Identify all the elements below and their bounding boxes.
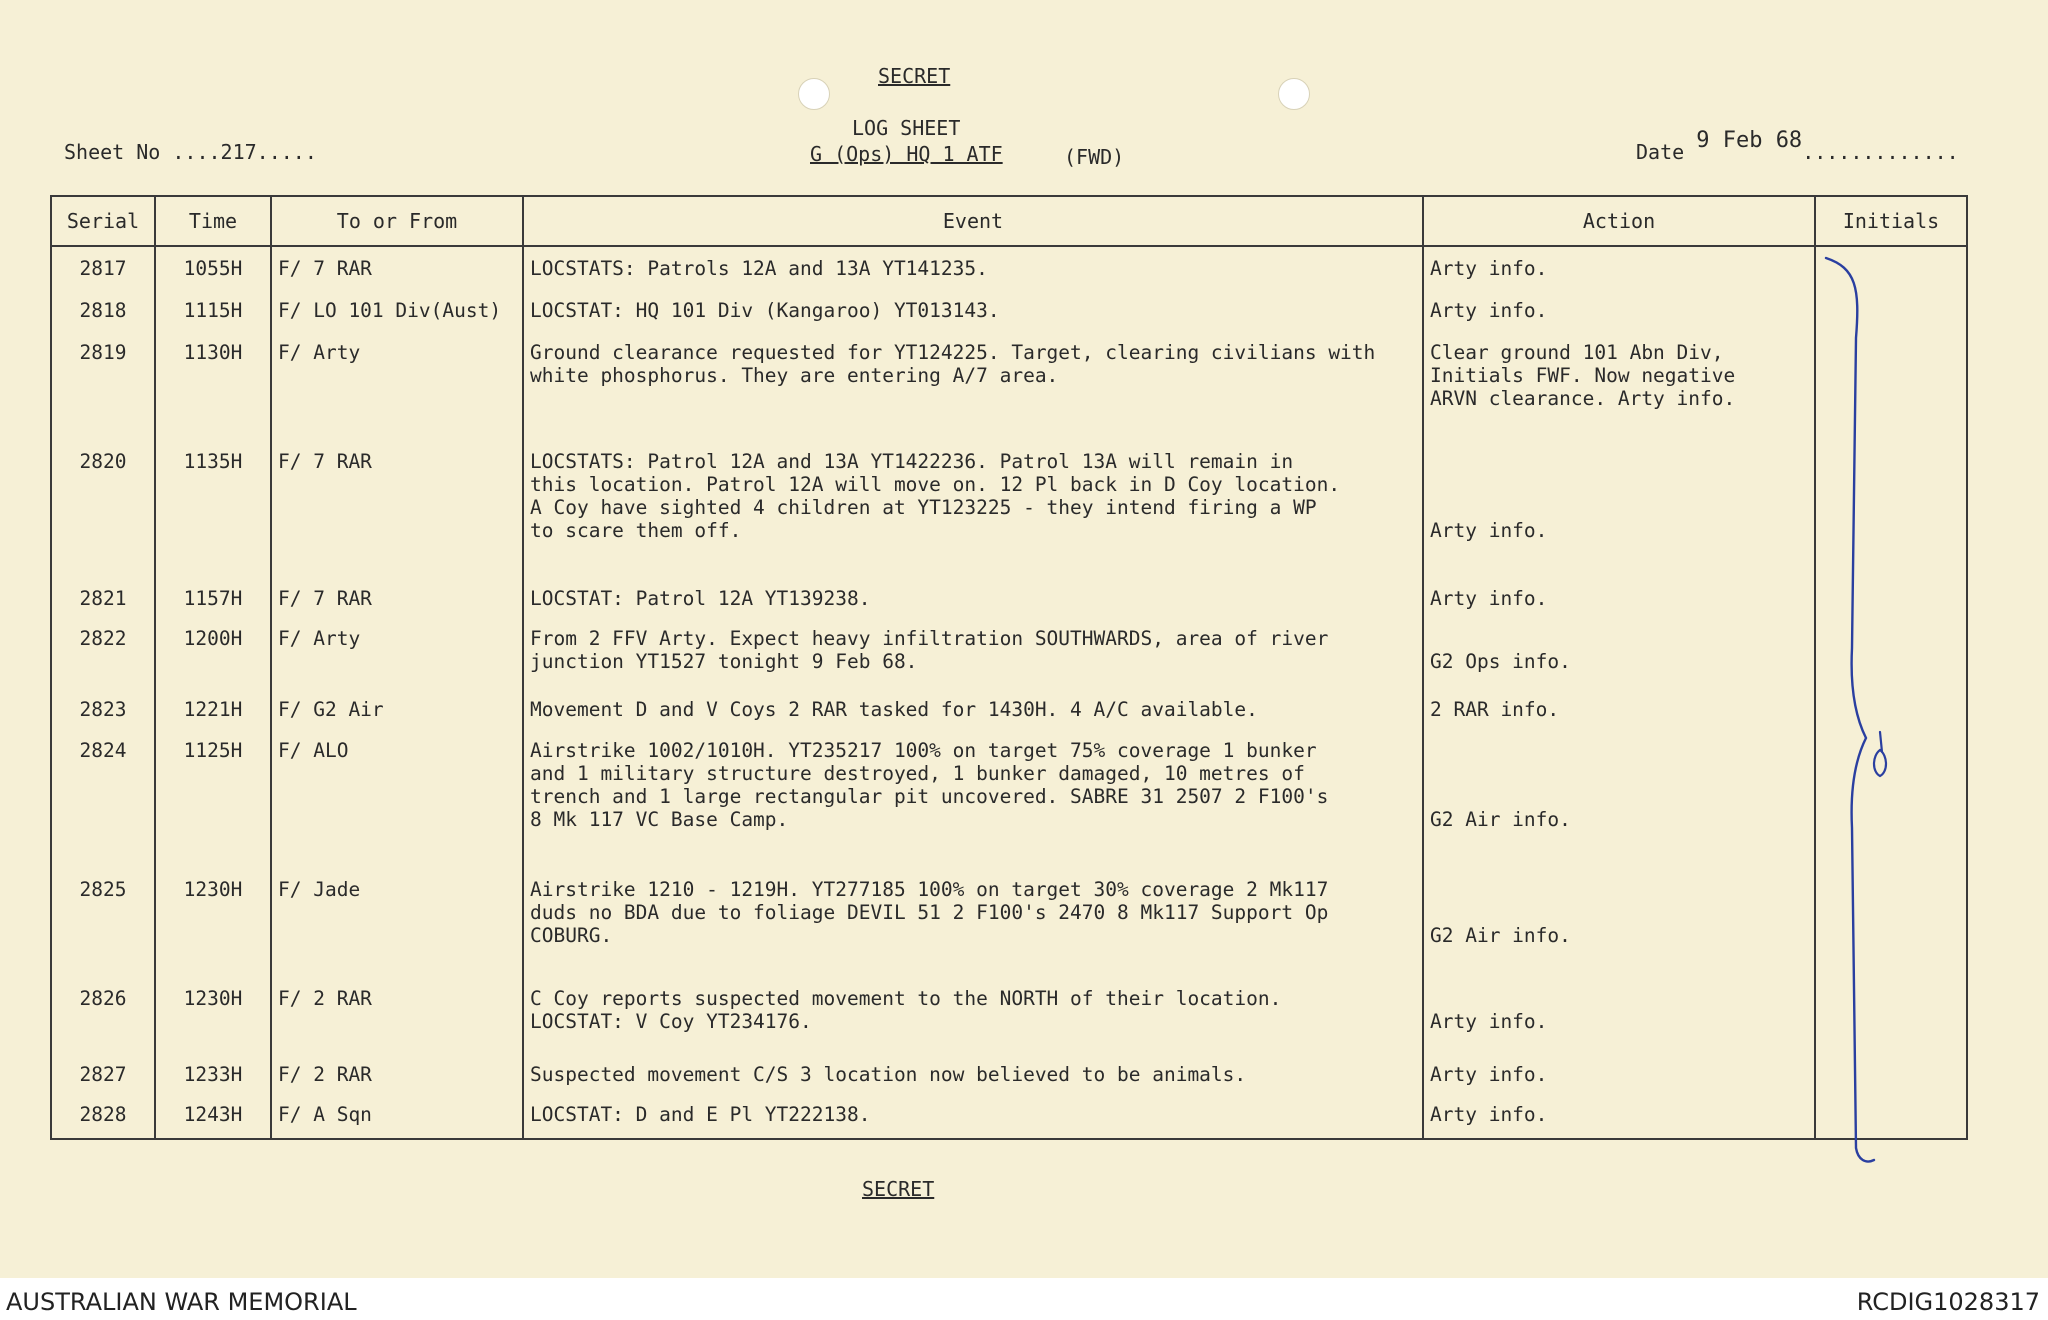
table-row <box>51 977 1967 1054</box>
cell-event: From 2 FFV Arty. Expect heavy infiltration SOUTHWARDS, area of river junction YT1527 tonight 9 Feb 68. <box>523 621 1423 693</box>
cell-serial: 2820 <box>51 440 155 581</box>
cell-time: 1230H <box>155 868 271 977</box>
cell-event: Ground clearance requested for YT124225. Target, clearing civilians with white phosphorus. They are entering A/7 area. <box>523 333 1423 439</box>
table-filler-row <box>51 1138 1967 1139</box>
col-header-to-or-from: To or From <box>271 196 523 246</box>
cell-event: LOCSTAT: Patrol 12A YT139238. <box>523 581 1423 621</box>
cell-time: 1243H <box>155 1097 271 1137</box>
cell-action: Arty info. <box>1423 440 1815 581</box>
table-row <box>51 333 1967 439</box>
cell-to-or-from: F/ G2 Air <box>271 692 523 732</box>
archive-name: AUSTRALIAN WAR MEMORIAL <box>6 1288 357 1316</box>
date-trail: ............. <box>1802 140 1959 164</box>
cell-serial: 2819 <box>51 333 155 439</box>
classification-bottom: SECRET <box>862 1177 935 1201</box>
classification-top: SECRET <box>878 64 951 88</box>
cell-to-or-from: F/ 2 RAR <box>271 977 523 1054</box>
cell-action: G2 Ops info. <box>1423 621 1815 693</box>
cell-action: Arty info. <box>1423 977 1815 1054</box>
cell-serial: 2821 <box>51 581 155 621</box>
cell-to-or-from: F/ LO 101 Div(Aust) <box>271 293 523 333</box>
table-header-row <box>51 196 1967 246</box>
empty-cell <box>271 1138 523 1139</box>
table-row <box>51 868 1967 977</box>
cell-event: Airstrike 1210 - 1219H. YT277185 100% on target 30% coverage 2 Mk117 duds no BDA due to foliage DEVIL 51 2 F100's 2470 8 Mk117 Support Op COBURG. <box>523 868 1423 977</box>
cell-to-or-from: F/ 7 RAR <box>271 581 523 621</box>
log-body <box>51 246 1967 1139</box>
cell-to-or-from: F/ A Sqn <box>271 1097 523 1137</box>
empty-cell <box>1423 1138 1815 1139</box>
sheet-number: 217 <box>220 140 257 164</box>
archive-footer <box>0 1278 2048 1320</box>
cell-time: 1200H <box>155 621 271 693</box>
col-header-action: Action <box>1423 196 1815 246</box>
empty-cell <box>155 1138 271 1139</box>
cell-to-or-from: F/ Jade <box>271 868 523 977</box>
table-row <box>51 581 1967 621</box>
cell-time: 1230H <box>155 977 271 1054</box>
col-header-serial: Serial <box>51 196 155 246</box>
cell-serial: 2817 <box>51 246 155 293</box>
cell-serial: 2826 <box>51 977 155 1054</box>
sheet-trail: ..... <box>256 140 317 164</box>
cell-action: Arty info. <box>1423 1097 1815 1137</box>
table-row <box>51 440 1967 581</box>
col-header-event: Event <box>523 196 1423 246</box>
col-header-initials: Initials <box>1815 196 1967 246</box>
cell-action: Arty info. <box>1423 246 1815 293</box>
cell-time: 1125H <box>155 733 271 868</box>
cell-time: 1157H <box>155 581 271 621</box>
cell-action: Arty info. <box>1423 1055 1815 1098</box>
cell-action: G2 Air info. <box>1423 868 1815 977</box>
cell-time: 1221H <box>155 692 271 732</box>
table-row <box>51 293 1967 333</box>
cell-to-or-from: F/ Arty <box>271 333 523 439</box>
initials-bracket-icon <box>1816 248 1926 1168</box>
cell-event: LOCSTAT: HQ 101 Div (Kangaroo) YT013143. <box>523 293 1423 333</box>
sheet-number-line <box>64 140 317 164</box>
cell-action: 2 RAR info. <box>1423 692 1815 732</box>
table-row <box>51 1055 1967 1098</box>
cell-event: LOCSTAT: D and E Pl YT222138. <box>523 1097 1423 1137</box>
cell-to-or-from: F/ 7 RAR <box>271 440 523 581</box>
cell-serial: 2822 <box>51 621 155 693</box>
table-row <box>51 692 1967 732</box>
date-line <box>1636 128 1959 165</box>
cell-event: Suspected movement C/S 3 location now believed to be animals. <box>523 1055 1423 1098</box>
sheet-label: Sheet No .... <box>64 140 221 164</box>
table-row <box>51 1097 1967 1137</box>
cell-time: 1055H <box>155 246 271 293</box>
cell-event: Movement D and V Coys 2 RAR tasked for 1430H. 4 A/C available. <box>523 692 1423 732</box>
punch-hole-right <box>1278 78 1310 110</box>
col-header-time: Time <box>155 196 271 246</box>
cell-to-or-from: F/ ALO <box>271 733 523 868</box>
cell-to-or-from: F/ 2 RAR <box>271 1055 523 1098</box>
punch-hole-left <box>798 78 830 110</box>
cell-action: G2 Air info. <box>1423 733 1815 868</box>
cell-serial: 2818 <box>51 293 155 333</box>
cell-time: 1130H <box>155 333 271 439</box>
empty-cell <box>523 1138 1423 1139</box>
cell-event: Airstrike 1002/1010H. YT235217 100% on target 75% coverage 1 bunker and 1 military structure destroyed, 1 bunker damaged, 10 metres of trench and 1 large rectangular pit uncovered. SABRE 31 2507 2 F100's 8 Mk 117 VC Base Camp. <box>523 733 1423 868</box>
cell-serial: 2828 <box>51 1097 155 1137</box>
date-label: Date <box>1636 140 1685 164</box>
table-row <box>51 733 1967 868</box>
cell-event: C Coy reports suspected movement to the NORTH of their location. LOCSTAT: V Coy YT234176. <box>523 977 1423 1054</box>
log-title: LOG SHEET <box>852 116 961 140</box>
empty-cell <box>51 1138 155 1139</box>
table-row <box>51 246 1967 293</box>
archive-reference: RCDIG1028317 <box>1856 1288 2040 1316</box>
cell-time: 1233H <box>155 1055 271 1098</box>
date-value: 9 Feb 68 <box>1696 128 1803 153</box>
cell-action: Clear ground 101 Abn Div, Initials FWF. Now negative ARVN clearance. Arty info. <box>1423 333 1815 439</box>
cell-to-or-from: F/ Arty <box>271 621 523 693</box>
cell-event: LOCSTATS: Patrol 12A and 13A YT1422236. Patrol 13A will remain in this location. Patrol 12A will move on. 12 Pl back in D Coy location. A Coy have sighted 4 children at YT123225 - they intend firing a WP to scare them off. <box>523 440 1423 581</box>
cell-action: Arty info. <box>1423 581 1815 621</box>
cell-time: 1115H <box>155 293 271 333</box>
cell-action: Arty info. <box>1423 293 1815 333</box>
fwd-label: (FWD) <box>1064 145 1125 169</box>
unit-name: G (Ops) HQ 1 ATF <box>810 142 1003 166</box>
log-table <box>50 195 1968 1140</box>
cell-event: LOCSTATS: Patrols 12A and 13A YT141235. <box>523 246 1423 293</box>
cell-serial: 2823 <box>51 692 155 732</box>
table-row <box>51 621 1967 693</box>
cell-serial: 2827 <box>51 1055 155 1098</box>
cell-to-or-from: F/ 7 RAR <box>271 246 523 293</box>
cell-serial: 2824 <box>51 733 155 868</box>
cell-time: 1135H <box>155 440 271 581</box>
cell-serial: 2825 <box>51 868 155 977</box>
